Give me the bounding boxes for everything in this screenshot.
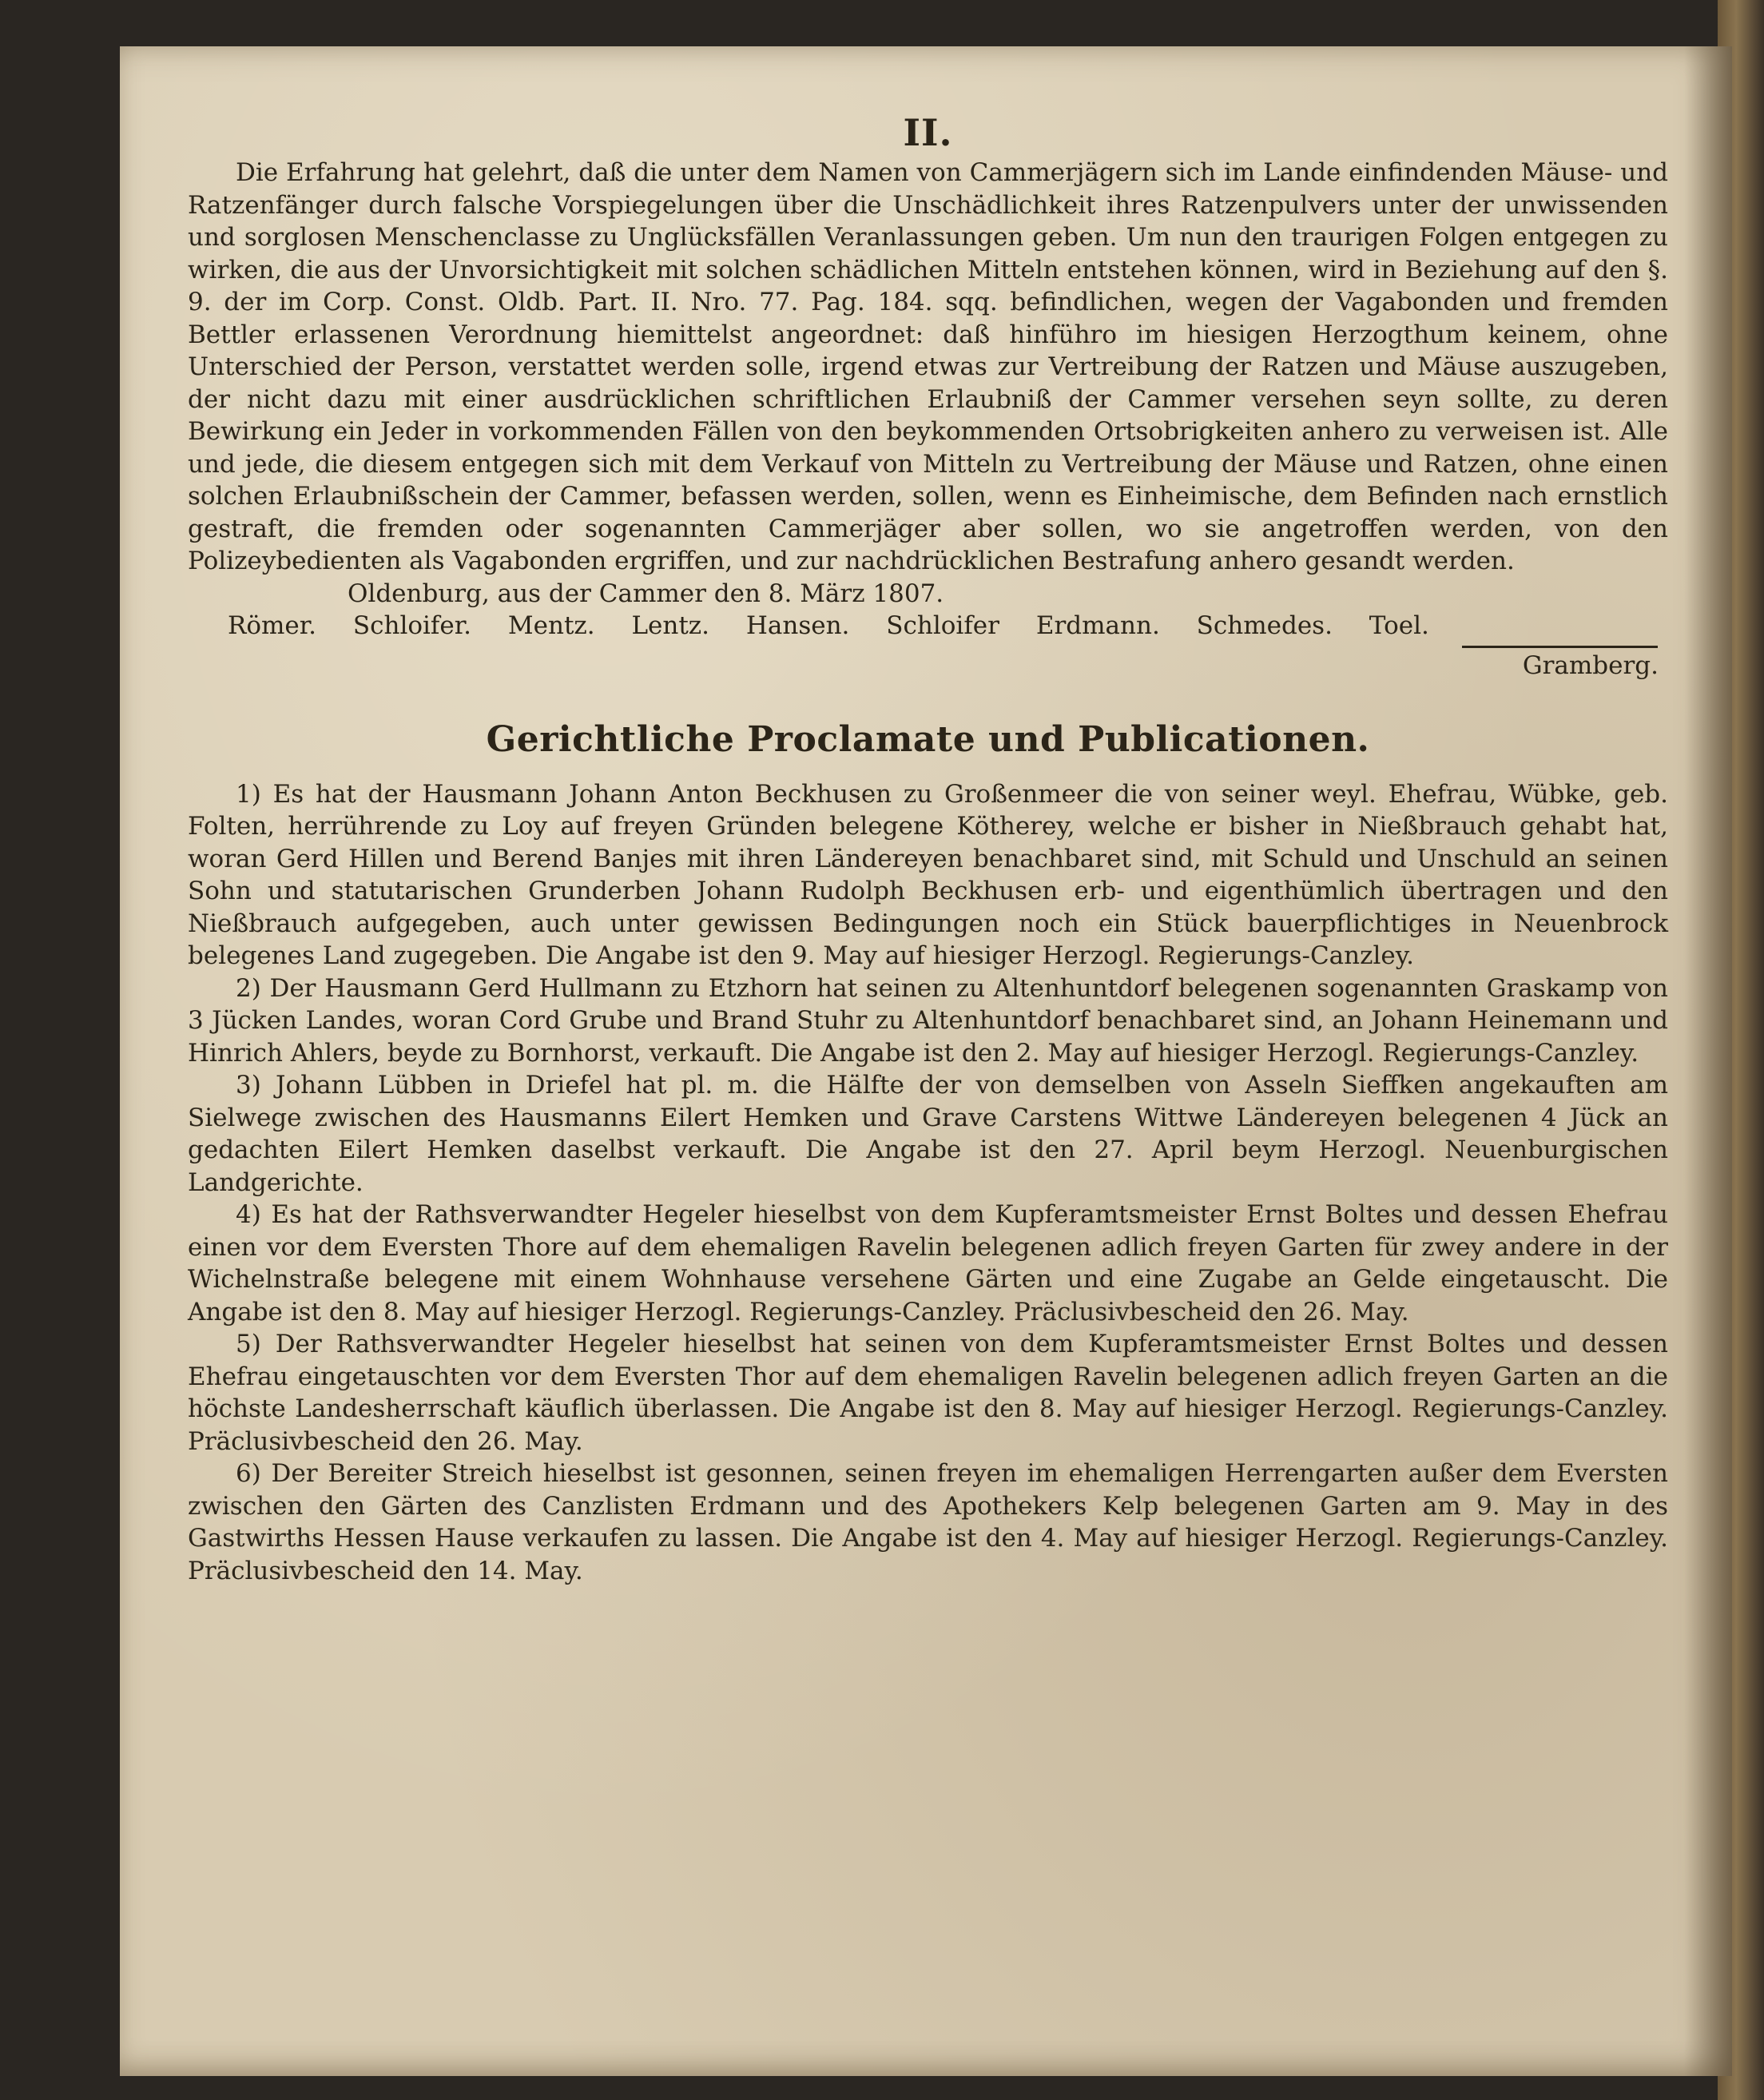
section-number: II. xyxy=(903,111,953,154)
final-signatory: Gramberg. xyxy=(1522,651,1659,680)
date-line: Oldenburg, aus der Cammer den 8. März 1807. xyxy=(348,579,944,608)
signatory: Schloifer. xyxy=(352,611,472,640)
signatory: Schmedes. xyxy=(1196,611,1333,640)
proclamation-item: 4) Es hat der Rathsverwandter Hegeler hieselbst von dem Kupferamtsmeister Ernst Boltes und dessen Ehefrau einen vor dem Eversten Thore auf dem ehemaligen Ravelin belegenen adlich freyen Garten für zwey andere in der Wichelnstraße belegene mit einem Wohnhause versehene Gärten und eine Zugabe an Gelde eingetauscht. Die Angabe ist den 8. May auf hiesiger Herzogl. Regierungs-Canzley. Präclusivbescheid den 26. May. xyxy=(188,1200,1668,1326)
signatory-line xyxy=(188,610,1668,642)
signatory: Lentz. xyxy=(631,611,709,640)
proclamation-item: 3) Johann Lübben in Driefel hat pl. m. die Hälfte der von demselben von Asseln Sieffken angekauften am Sielwege zwischen des Hausmanns Eilert Hemken und Grave Carstens Wittwe Ländereyen belegenen 4 Jück an gedachten Eilert Hemken daselbst verkauft. Die Angabe ist den 27. April beym Herzogl. Neuenburgischen Landgerichte. xyxy=(188,1071,1668,1197)
signatory: Schloifer xyxy=(886,611,999,640)
decree-paragraph: Die Erfahrung hat gelehrt, daß die unter dem Namen von Cammerjägern sich im Lande einfindenden Mäuse- und Ratzenfänger durch falsche Vorspiegelungen über die Unschädlichkeit ihres Ratzenpulvers unter der unwissenden und sorglosen Menschenclasse zu Unglücksfällen Veranlassungen geben. Um nun den traurigen Folgen entgegen zu wirken, die aus der Unvorsichtigkeit mit solchen schädlichen Mitteln entstehen können, wird in Beziehung auf den §. 9. der im Corp. Const. Oldb. Part. II. Nro. 77. Pag. 184. sqq. befindlichen, wegen der Vagabonden und fremden Bettler erlassenen Verordnung hiemittelst angeordnet: daß hinführo im hiesigen Herzogthum keinem, ohne Unterschied der Person, verstattet werden solle, irgend etwas zur Vertreibung der Ratzen und Mäuse auszugeben, der nicht dazu mit einer ausdrücklichen schriftlichen Erlaubniß der Cammer versehen seyn sollte, zu deren Bewirkung ein Jeder in vorkommenden Fällen von den beykommenden Ortsobrigkeiten anhero zu verweisen ist. Alle und jede, die diesem entgegen sich mit dem Verkauf von Mitteln zu Vertreibung der Mäuse und Ratzen, ohne einen solchen Erlaubnißschein der Cammer, befassen werden, sollen, wenn es Einheimische, dem Befinden nach ernstlich gestraft, die fremden oder sogenannten Cammerjäger aber sollen, wo sie angetroffen werden, von den Polizeybedienten als Vagabonden ergriffen, und zur nachdrücklichen Bestrafung anhero gesandt werden. xyxy=(188,158,1668,575)
section-heading: Gerichtliche Proclamate und Publicationen. xyxy=(486,718,1370,760)
signature-rule xyxy=(1462,646,1658,648)
signatory: Hansen. xyxy=(745,611,850,640)
page-text xyxy=(188,112,1668,1587)
signatory: Mentz. xyxy=(507,611,595,640)
proclamation-item: 2) Der Hausmann Gerd Hullmann zu Etzhorn hat seinen zu Altenhuntdorf belegenen sogenannten Graskamp von 3 Jücken Landes, woran Cord Grube und Brand Stuhr zu Altenhuntdorf benachbaret sind, an Johann Heinemann und Hinrich Ahlers, beyde zu Bornhorst, verkauft. Die Angabe ist den 2. May auf hiesiger Herzogl. Regierungs-Canzley. xyxy=(188,973,1668,1068)
signatory: Erdmann. xyxy=(1035,611,1160,640)
proclamation-item: 6) Der Bereiter Streich hieselbst ist gesonnen, seinen freyen im ehemaligen Herrengarten außer dem Eversten zwischen den Gärten des Canzlisten Erdmann und des Apothekers Kelp belegenen Garten am 9. May in des Gastwirths Hessen Hause verkaufen zu lassen. Die Angabe ist den 4. May auf hiesiger Herzogl. Regierungs-Canzley. Präclusivbescheid den 14. May. xyxy=(188,1459,1668,1585)
proclamation-item: 5) Der Rathsverwandter Hegeler hieselbst hat seinen von dem Kupferamtsmeister Ernst Boltes und dessen Ehefrau eingetauschten vor dem Eversten Thor auf dem ehemaligen Ravelin belegenen adlich freyen Garten an die höchste Landesherrschaft käuflich überlassen. Die Angabe ist den 8. May auf hiesiger Herzogl. Regierungs-Canzley. Präclusivbescheid den 26. May. xyxy=(188,1330,1668,1456)
proclamations-list xyxy=(188,778,1668,1588)
page-gutter-shadow xyxy=(1684,46,1732,2076)
proclamation-item: 1) Es hat der Hausmann Johann Anton Beckhusen zu Großenmeer die von seiner weyl. Ehefrau, Wübke, geb. Folten, herrührende zu Loy auf freyen Gründen belegene Kötherey, welche er bisher in Nießbrauch gehabt hat, woran Gerd Hillen und Berend Banjes mit ihren Ländereyen benachbaret sind, mit Schuld und Unschuld an seinen Sohn und statutarischen Grunderben Johann Rudolph Beckhusen erb- und eigenthümlich übertragen und den Nießbrauch aufgegeben, auch unter gewissen Bedingungen noch ein Stück bauerpflichtiges in Neuenbrock belegenes Land zugegeben. Die Angabe ist den 9. May auf hiesiger Herzogl. Regierungs-Canzley. xyxy=(188,779,1668,970)
signatory: Toel. xyxy=(1369,611,1429,640)
signatory: Römer. xyxy=(228,611,317,640)
